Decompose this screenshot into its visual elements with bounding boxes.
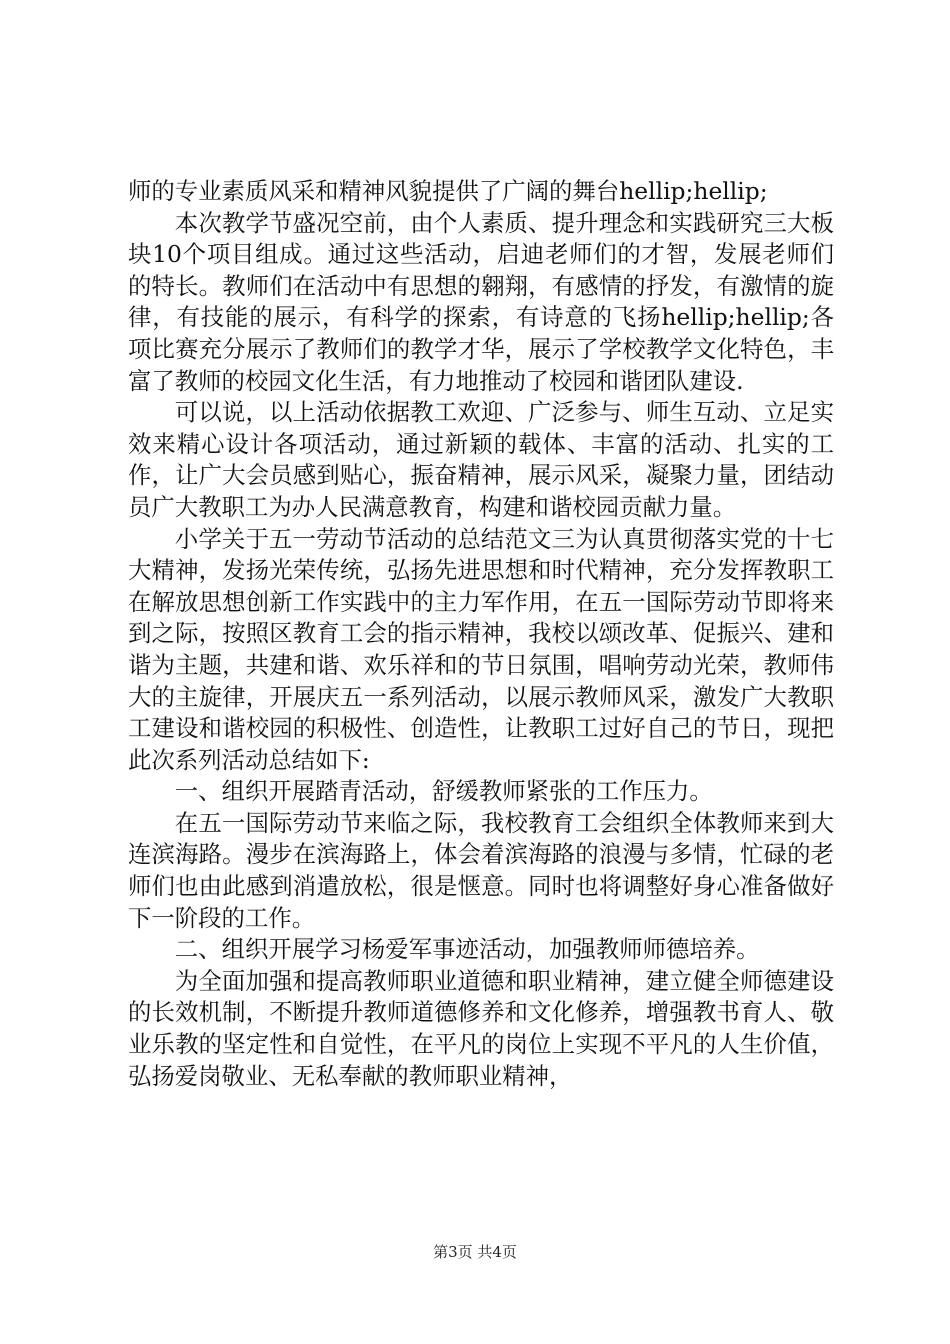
heading-section-two: 二、组织开展学习杨爱军事迹活动，加强教师师德培养。 [174,935,760,964]
document-body [128,176,834,1092]
paragraph-sample-three: 小学关于五一劳动节活动的总结范文三为认真贯彻落实党的十七大精神，发扬光荣传统，弘扬先进思想和时代精神，充分发挥教职工在解放思想创新工作实践中的主力军作用，在五一国际劳动节即将来到之际，按照区教育工会的指示精神，我校以颂改革、促振兴、建和谐为主题，共建和谐、欢乐祥和的节日氛围，唱响劳动光荣，教师伟大的主旋律，开展庆五一系列活动，以展示教师风采，激发广大教职工建设和谐校园的积极性、创造性，让教职工过好自己的节日，现把此次系列活动总结如下: [128,524,834,774]
paragraph-activity-summary: 可以说，以上活动依据教工欢迎、广泛参与、师生互动、立足实效来精心设计各项活动，通过新颖的载体、丰富的活动、扎实的工作，让广大会员感到贴心，振奋精神，展示风采，凝聚力量，团结动员广大教职工为办人民满意教育，构建和谐校园贡献力量。 [128,398,834,521]
paragraph-continued: 师的专业素质风采和精神风貌提供了广阔的舞台hellip;hellip; [128,177,768,205]
paragraph-section-two: 为全面加强和提高教师职业道德和职业精神，建立健全师德建设的长效机制，不断提升教师道德修养和文化修养，增强教书育人、敬业乐教的坚定性和自觉性，在平凡的岗位上实现不平凡的人生价值，弘扬爱岗敬业、无私奉献的教师职业精神， [128,966,834,1090]
paragraph-teaching-festival: 本次教学节盛况空前，由个人素质、提升理念和实践研究三大板块10个项目组成。通过这些活动，启迪老师们的才智，发展老师们的特长。教师们在活动中有思想的翱翔，有感情的抒发，有激情的旋律，有技能的展示，有科学的探索，有诗意的飞扬hellip;hellip;各项比赛充分展示了教师们的教学才华，展示了学校教学文化特色，丰富了教师的校园文化生活，有力地推动了校园和谐团队建设. [128,208,834,395]
heading-section-one: 一、组织开展踏青活动，舒缓教师紧张的工作压力。 [174,777,713,806]
paragraph-section-one: 在五一国际劳动节来临之际，我校教育工会组织全体教师来到大连滨海路。漫步在滨海路上，体会着滨海路的浪漫与多情，忙碌的老师们也由此感到消遣放松，很是惬意。同时也将调整好身心准备做好下一阶段的工作。 [128,808,834,932]
page-number-footer: 第3页 共4页 [433,1243,517,1261]
